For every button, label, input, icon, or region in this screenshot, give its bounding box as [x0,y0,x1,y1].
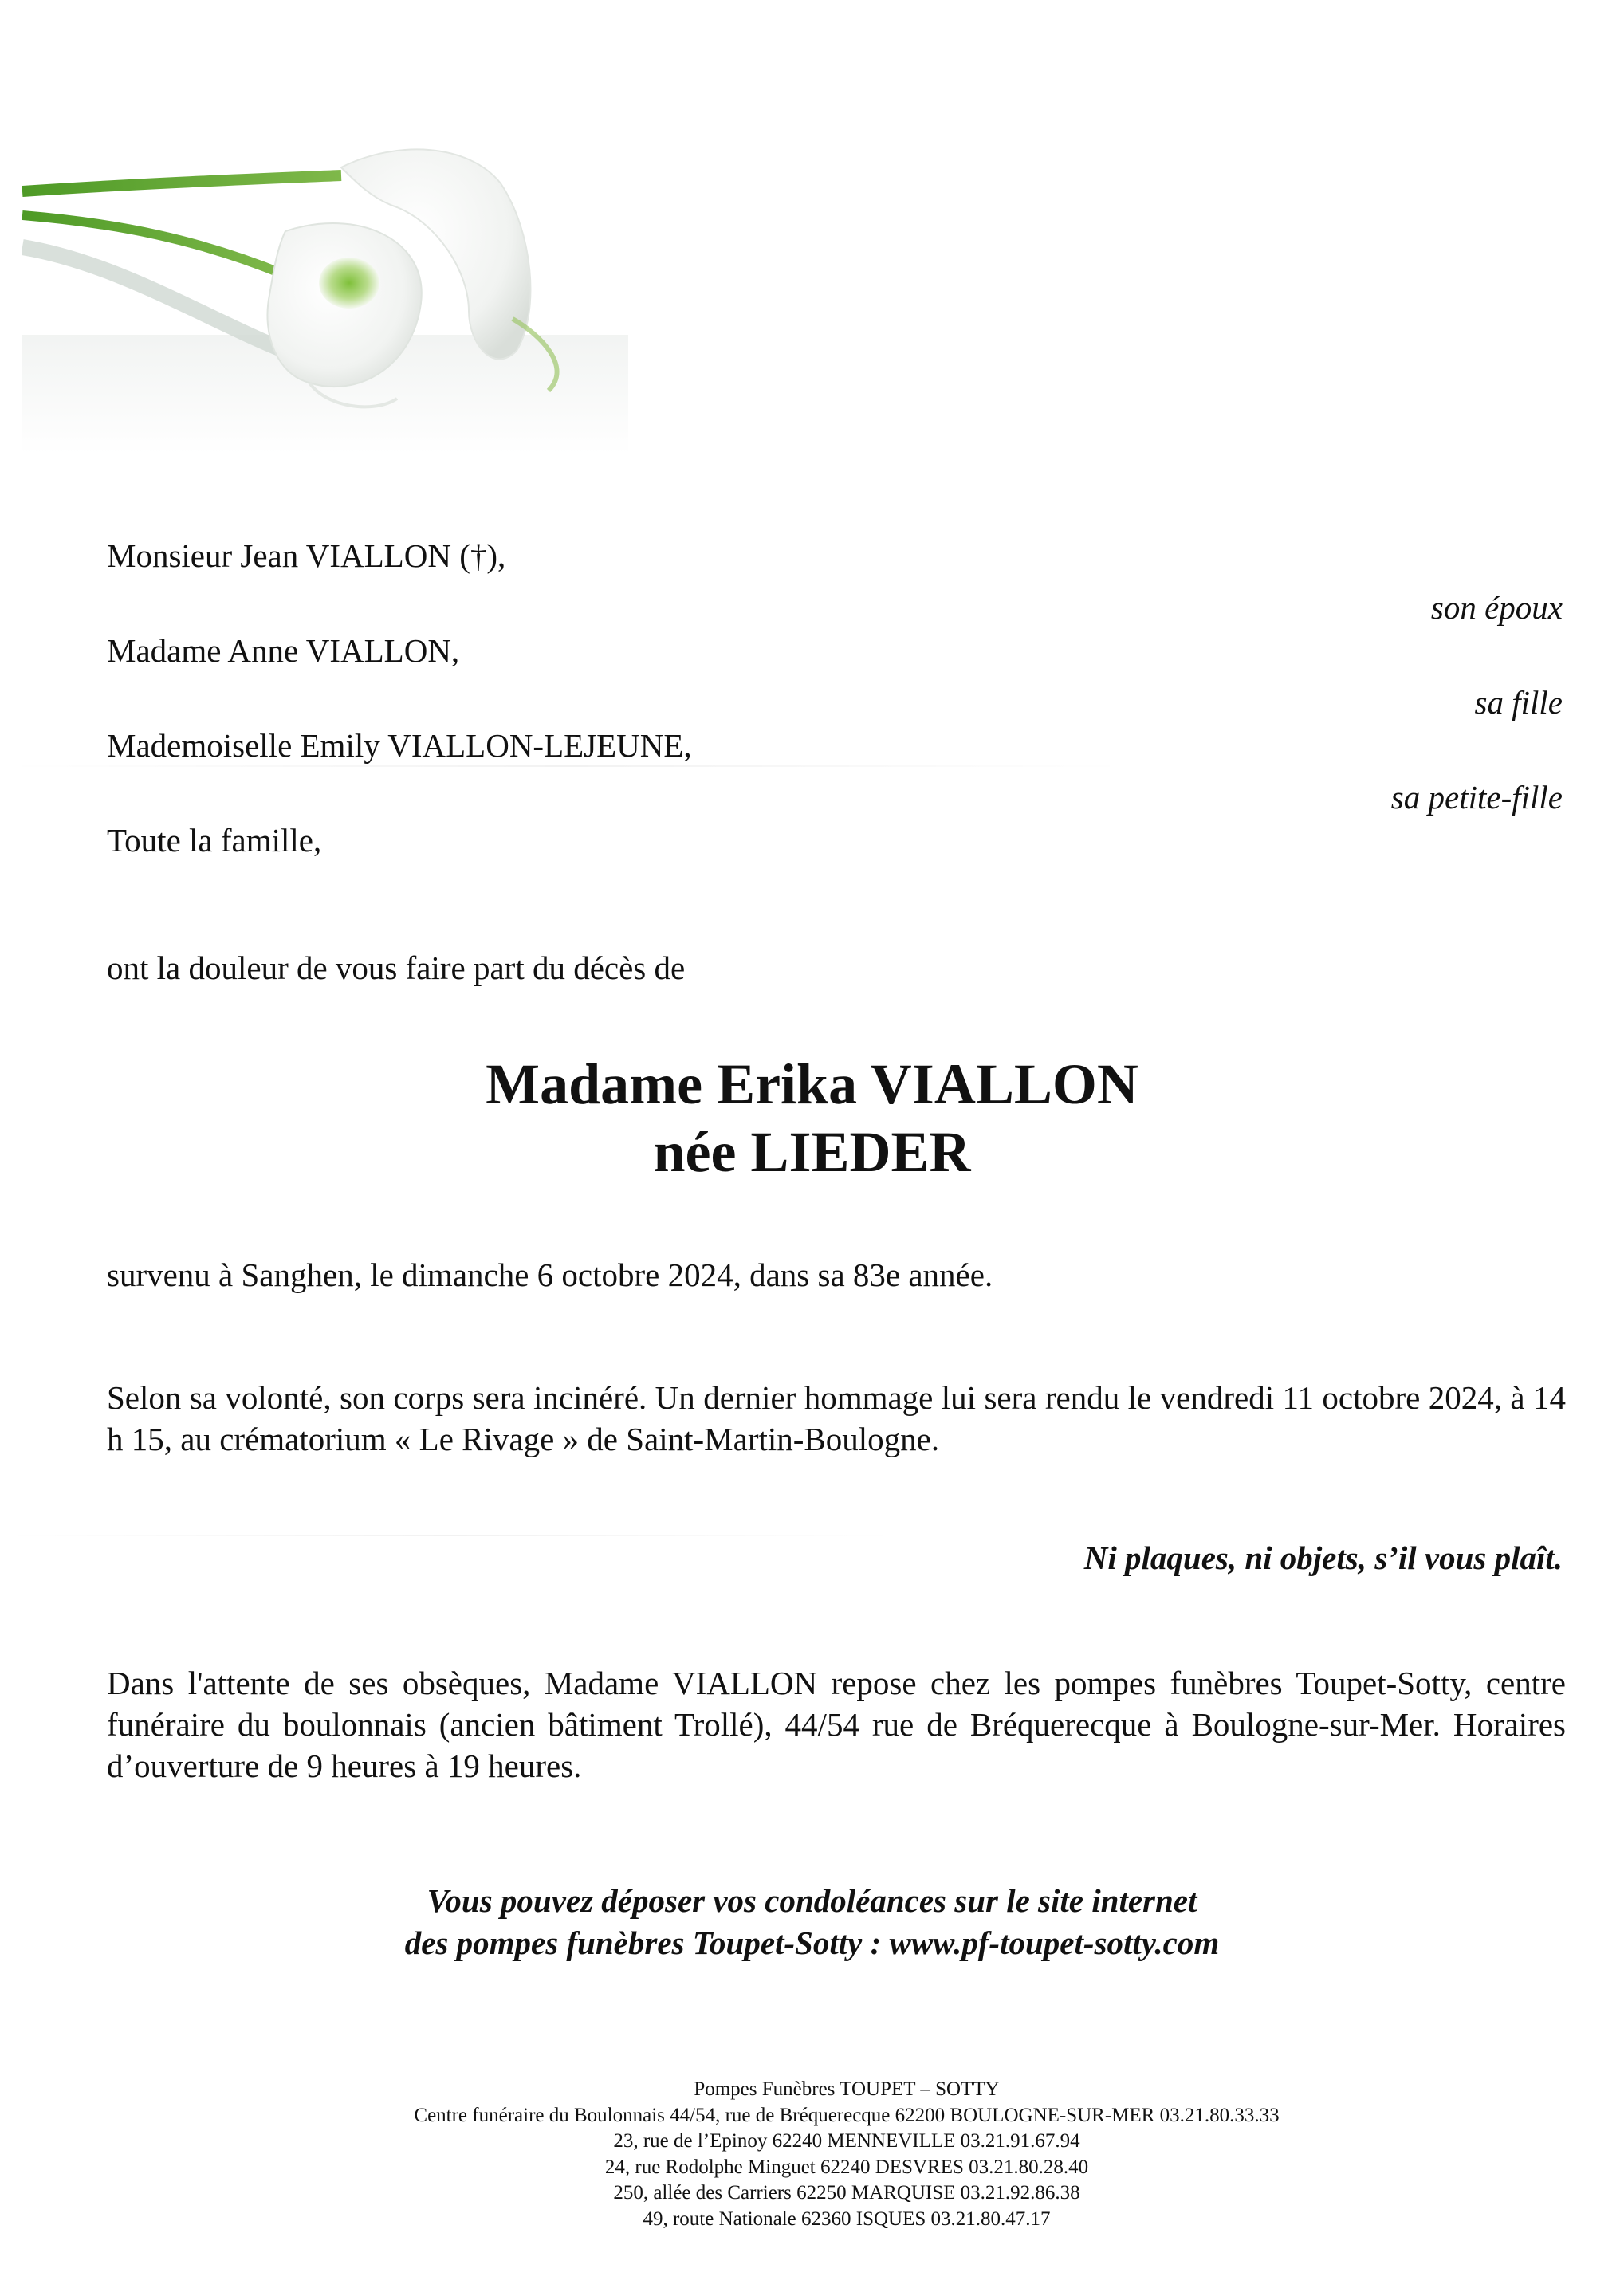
footer-line: Centre funéraire du Boulonnais 44/54, rue de Bréquerecque 62200 BOULOGNE-SUR-MER 03.21.80.33.33 [414,2104,1280,2126]
scan-line [0,1535,901,1536]
deceased-name: Madame Erika VIALLON [486,1052,1138,1116]
ceremony-paragraph: Selon sa volonté, son corps sera incinéré. Un dernier hommage lui sera rendu le vendredi 11 octobre 2024, à 14 h 15, au crématorium « Le Rivage » de Saint-Martin-Boulogne. [107,1379,1566,1458]
calla-lily-icon [22,136,628,454]
family-member-2: Madame Anne VIALLON, [107,632,460,669]
death-info: survenu à Sanghen, le dimanche 6 octobre 2024, dans sa 83e année. [107,1256,993,1293]
footer-line: Pompes Funèbres TOUPET – SOTTY [694,2078,1000,2100]
condolences-line-1: Vous pouvez déposer vos condoléances sur le site internet [427,1882,1197,1919]
condolences-block [0,1880,1624,1965]
viewing-paragraph: Dans l'attente de ses obsèques, Madame VIALLON repose chez les pompes funèbres Toupet-Sotty, centre funéraire du boulonnais (ancien bâtiment Trollé), 44/54 rue de Bréquerecque à Boulogne-sur-Mer. Horaires d’ouverture de 9 heures à 19 heures. [107,1665,1566,1785]
scan-line [0,765,1132,767]
family-member-4: Toute la famille, [107,822,322,859]
deceased-name-block [0,1051,1624,1186]
family-member-1: Monsieur Jean VIALLON (†), [107,537,506,574]
footer-line: 24, rue Rodolphe Minguet 62240 DESVRES 03.21.80.28.40 [604,2156,1089,2178]
funeral-home-footer [0,2077,1624,2232]
relation-1: son époux [1430,589,1563,626]
no-flowers-request: Ni plaques, ni objets, s’il vous plaît. [1083,1539,1563,1576]
footer-line: 23, rue de l’Epinoy 62240 MENNEVILLE 03.21.91.67.94 [613,2130,1080,2152]
footer-line: 49, route Nationale 62360 ISQUES 03.21.80.47.17 [643,2208,1051,2230]
relation-3: sa petite-fille [1390,779,1563,816]
announcement-text: ont la douleur de vous faire part du décès de [107,949,686,986]
relation-2: sa fille [1474,684,1563,721]
family-member-3: Mademoiselle Emily VIALLON-LEJEUNE, [107,727,692,764]
footer-line: 250, allée des Carriers 62250 MARQUISE 03.21.92.86.38 [613,2182,1080,2204]
condolences-line-2: des pompes funèbres Toupet-Sotty : www.pf-toupet-sotty.com [404,1924,1220,1962]
deceased-birth-name: née LIEDER [653,1119,971,1184]
